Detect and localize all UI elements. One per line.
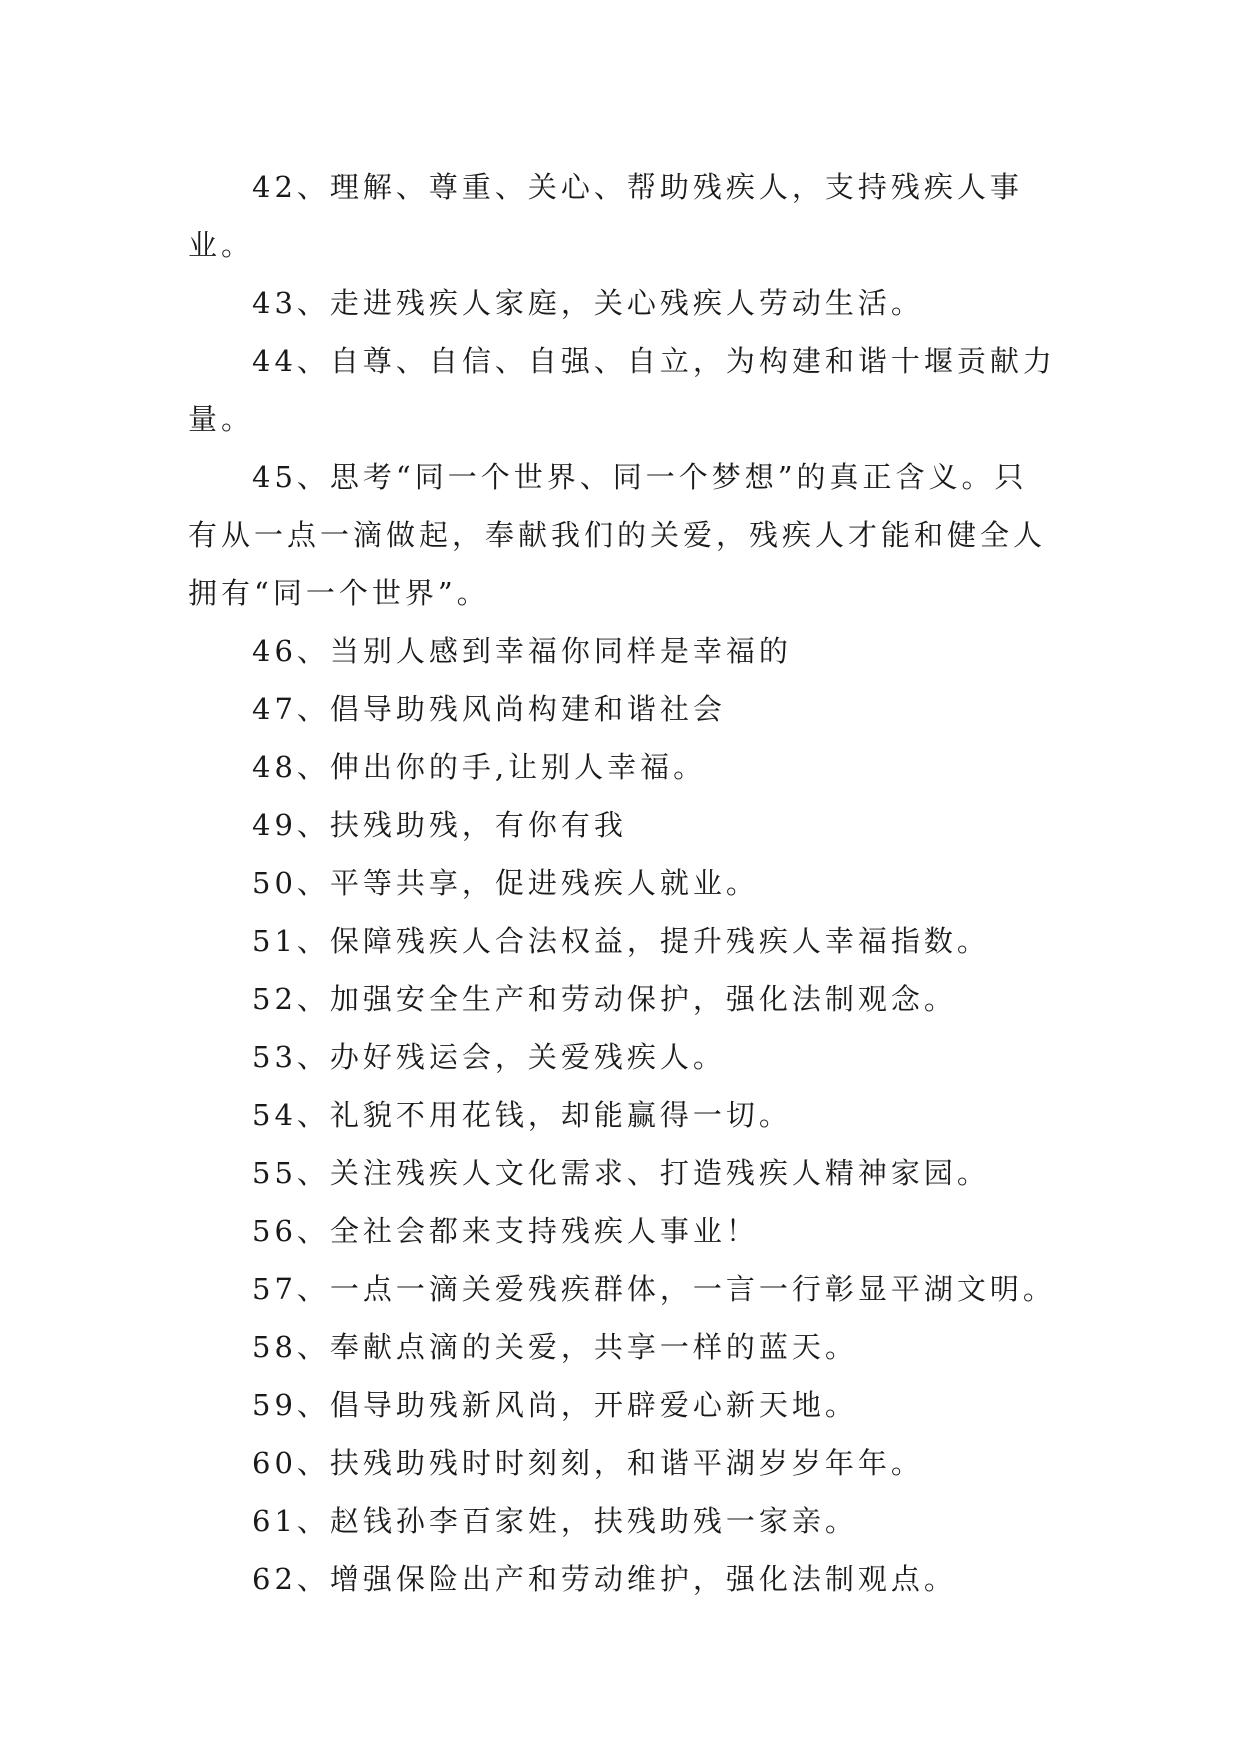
paragraph-48: 48、伸出你的手,让别人幸福。 — [252, 750, 707, 784]
paragraph-57: 57、一点一滴关爱残疾群体，一言一行彰显平湖文明。 — [252, 1272, 1056, 1306]
paragraph-52: 52、加强安全生产和劳动保护，强化法制观念。 — [252, 982, 957, 1016]
paragraph-53: 53、办好残运会，关爱残疾人。 — [252, 1040, 726, 1074]
paragraph-46: 46、当别人感到幸福你同样是幸福的 — [252, 634, 792, 668]
paragraph-43: 43、走进残疾人家庭，关心残疾人劳动生活。 — [252, 286, 924, 320]
paragraph-61: 61、赵钱孙李百家姓，扶残助残一家亲。 — [252, 1504, 858, 1538]
paragraph-49: 49、扶残助残，有你有我 — [252, 808, 627, 842]
paragraph-47: 47、倡导助残风尚构建和谐社会 — [252, 692, 726, 726]
paragraph-51: 51、保障残疾人合法权益，提升残疾人幸福指数。 — [252, 924, 990, 958]
paragraph-56: 56、全社会都来支持残疾人事业！ — [252, 1214, 759, 1248]
paragraph-60: 60、扶残助残时时刻刻，和谐平湖岁岁年年。 — [252, 1446, 924, 1480]
paragraph-62: 62、增强保险出产和劳动维护，强化法制观点。 — [252, 1562, 957, 1596]
paragraph-58: 58、奉献点滴的关爱，共享一样的蓝天。 — [252, 1330, 858, 1364]
paragraph-59: 59、倡导助残新风尚，开辟爱心新天地。 — [252, 1388, 858, 1422]
paragraph-50: 50、平等共享，促进残疾人就业。 — [252, 866, 759, 900]
paragraph-55: 55、关注残疾人文化需求、打造残疾人精神家园。 — [252, 1156, 990, 1190]
document-body — [188, 158, 1068, 1608]
paragraph-42: 42、理解、尊重、关心、帮助残疾人，支持残疾人事业。 — [188, 170, 1023, 262]
paragraph-54: 54、礼貌不用花钱，却能赢得一切。 — [252, 1098, 792, 1132]
paragraph-44: 44、自尊、自信、自强、自立，为构建和谐十堰贡献力量。 — [188, 344, 1056, 436]
paragraph-45: 45、思考“同一个世界、同一个梦想”的真正含义。只有从一点一滴做起，奉献我们的关爱，残疾人才能和健全人拥有“同一个世界”。 — [188, 460, 1047, 610]
